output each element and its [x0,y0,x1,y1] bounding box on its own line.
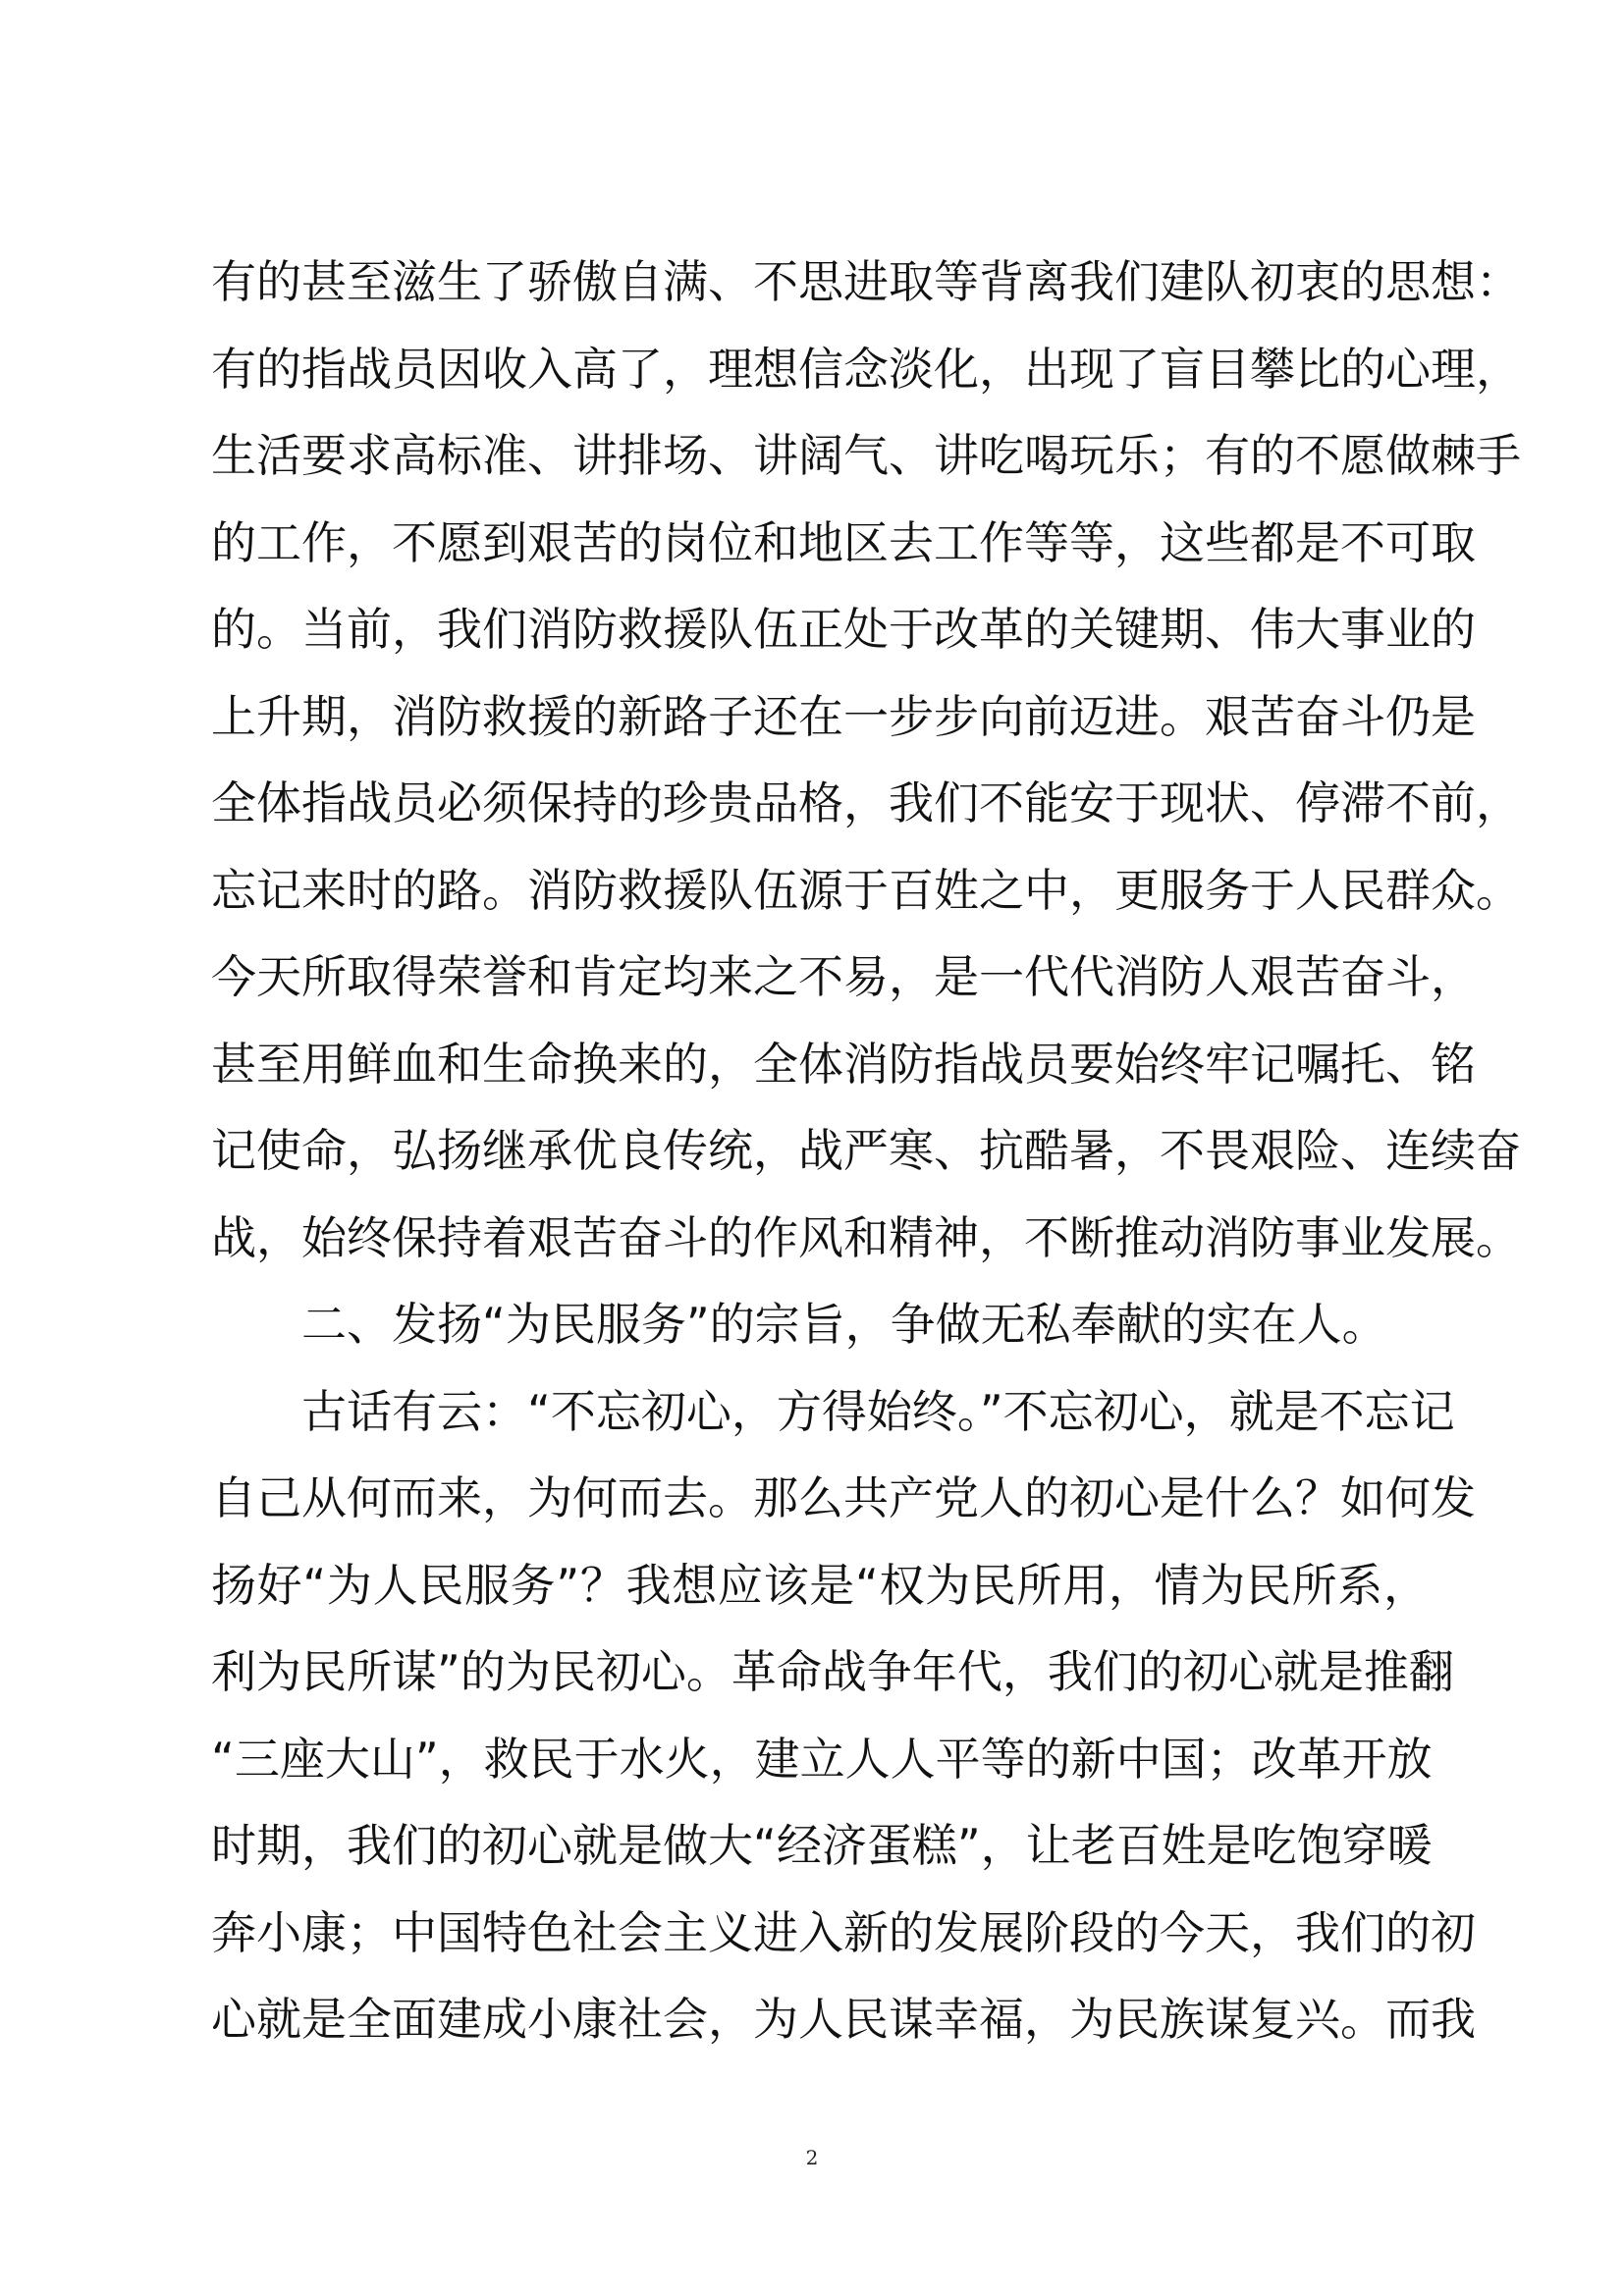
text-line: 扬好“为人民服务”？我想应该是“权为民所用，情为民所系， [211,1558,1429,1612]
page-number: 2 [805,2146,819,2169]
text-line: “三座大山”，救民于水火，建立人人平等的新中国；改革开放 [211,1732,1433,1786]
body-text [211,239,1521,2063]
text-line: 有的指战员因收入高了，理想信念淡化，出现了盲目攀比的心理， [211,342,1521,396]
text-line: 战，始终保持着艰苦奋斗的作风和精神，不断推动消防事业发展。 [211,1210,1521,1264]
text-line: 的。当前，我们消防救援队伍正处于改革的关键期、伟大事业的 [211,603,1476,656]
text-line: 生活要求高标准、讲排场、讲阔气、讲吃喝玩乐；有的不愿做棘手 [211,429,1521,482]
text-line: 甚至用鲜血和生命换来的，全体消防指战员要始终牢记嘱托、铭 [211,1037,1476,1091]
text-line: 时期，我们的初心就是做大“经济蛋糕”，让老百姓是吃饱穿暖 [211,1819,1433,1872]
text-line: 的工作，不愿到艰苦的岗位和地区去工作等等，这些都是不可取 [211,515,1476,569]
paragraph-first-line: 古话有云：“不忘初心，方得始终。”不忘初心，就是不忘记 [301,1384,1455,1438]
section-heading: 二、发扬“为民服务”的宗旨，争做无私奉献的实在人。 [301,1298,1387,1351]
text-line: 记使命，弘扬继承优良传统，战严寒、抗酷暑，不畏艰险、连续奋 [211,1124,1521,1177]
text-line: 自己从何而来，为何而去。那么共产党人的初心是什么？如何发 [211,1471,1476,1524]
text-line: 全体指战员必须保持的珍贵品格，我们不能安于现状、停滞不前， [211,776,1521,829]
text-line: 奔小康；中国特色社会主义进入新的发展阶段的今天，我们的初 [211,1905,1476,1959]
text-line: 上升期，消防救援的新路子还在一步步向前迈进。艰苦奋斗仍是 [211,689,1476,743]
text-line: 有的甚至滋生了骄傲自满、不思进取等背离我们建队初衷的思想： [211,255,1521,308]
text-line: 心就是全面建成小康社会，为人民谋幸福，为民族谋复兴。而我 [211,1993,1476,2046]
text-line: 今天所取得荣誉和肯定均来之不易，是一代代消防人艰苦奋斗， [211,950,1476,1003]
text-line: 忘记来时的路。消防救援队伍源于百姓之中，更服务于人民群众。 [211,863,1521,917]
text-line: 利为民所谋”的为民初心。革命战争年代，我们的初心就是推翻 [211,1645,1454,1698]
